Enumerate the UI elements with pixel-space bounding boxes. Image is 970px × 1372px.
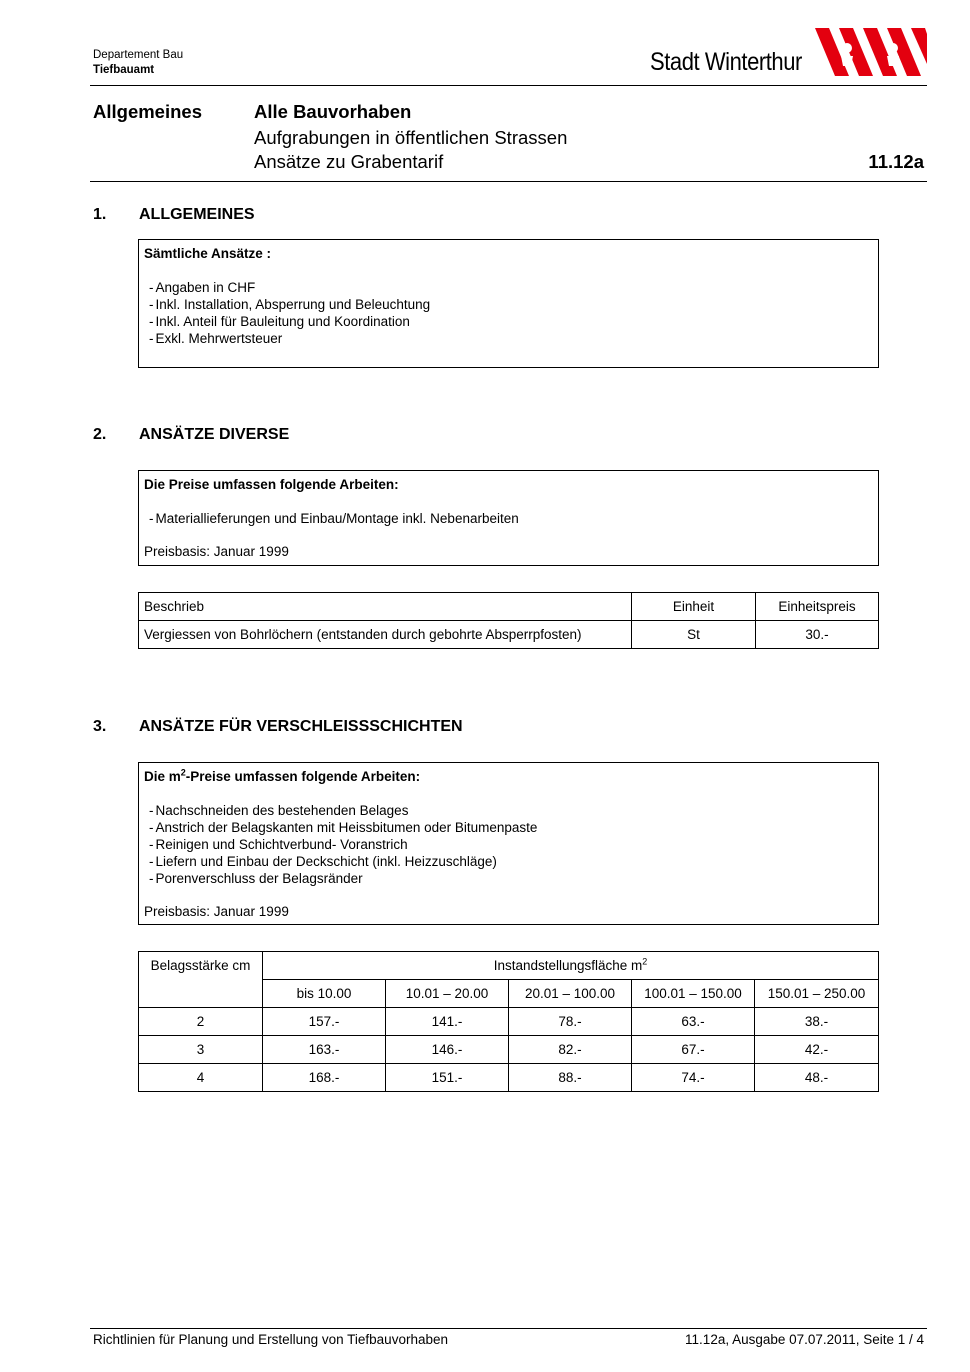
column-header-cell: 10.01 – 20.00 [386, 980, 509, 1008]
table-cell: 163.- [263, 1036, 386, 1064]
table-row [139, 1036, 879, 1064]
section-3-list [144, 802, 873, 887]
winterthur-lion-logo [815, 26, 927, 76]
table-cell: 3 [139, 1036, 263, 1064]
footer-rule [90, 1328, 927, 1329]
section-3-price-basis: Preisbasis: Januar 1999 [144, 904, 289, 919]
table-header-row [139, 593, 879, 621]
table-cell: 78.- [509, 1008, 632, 1036]
column-header-cell: 20.01 – 100.00 [509, 980, 632, 1008]
section-2-box [138, 470, 879, 566]
section-2-list [144, 510, 873, 527]
office-name: Tiefbauamt [93, 64, 155, 76]
table-row [139, 1008, 879, 1036]
list-item: - Liefern und Einbau der Deckschicht (inkl. Heizzuschläge) [144, 853, 873, 870]
table-cell: 82.- [509, 1036, 632, 1064]
list-item: - Nachschneiden des bestehenden Belages [144, 802, 873, 819]
table-cell: 88.- [509, 1064, 632, 1092]
title-rule [90, 181, 927, 182]
header-rule [90, 85, 927, 86]
row-header-cell: Belagsstärke cm [139, 952, 263, 980]
list-item: - Reinigen und Schichtverbund- Voranstrich [144, 836, 873, 853]
column-header-cell: 100.01 – 150.00 [632, 980, 755, 1008]
footer-left-text: Richtlinien für Planung und Erstellung von Tiefbauvorhaben [93, 1332, 448, 1347]
section-3-number: 3. [93, 718, 107, 735]
header-cell: Beschrieb [139, 593, 632, 621]
section-2-number: 2. [93, 426, 107, 443]
table-cell: 74.- [632, 1064, 755, 1092]
list-item: - Angaben in CHF [144, 279, 873, 296]
section-1-title: ALLGEMEINES [139, 206, 255, 223]
brand-name: Stadt Winterthur [650, 48, 802, 76]
doc-subtitle-2: Ansätze zu Grabentarif [254, 151, 444, 172]
section-1-number: 1. [93, 206, 107, 223]
column-header-cell: bis 10.00 [263, 980, 386, 1008]
list-item: - Porenverschluss der Belagsränder [144, 870, 873, 887]
section-1-box [138, 239, 879, 368]
table-cell: 151.- [386, 1064, 509, 1092]
table-cell: 67.- [632, 1036, 755, 1064]
table-cell: 42.- [755, 1036, 879, 1064]
doc-subtitle-1: Aufgrabungen in öffentlichen Strassen [254, 127, 568, 148]
section-2-title: ANSÄTZE DIVERSE [139, 426, 290, 443]
table-cell: 2 [139, 1008, 263, 1036]
table-cell: St [632, 621, 756, 649]
section-3-table [138, 951, 879, 1092]
table-header-row [139, 952, 879, 980]
table-subheader-row [139, 980, 879, 1008]
table-cell: 4 [139, 1064, 263, 1092]
group-header-cell: Instandstellungsfläche $m^2$ [263, 952, 879, 980]
doc-category: Allgemeines [93, 101, 202, 122]
department-block [93, 48, 183, 78]
section-1-list [144, 279, 873, 347]
table-cell: 146.- [386, 1036, 509, 1064]
list-item: - Exkl. Mehrwertsteuer [144, 330, 873, 347]
row-header-cell-empty [139, 980, 263, 1008]
doc-title: Alle Bauvorhaben [254, 101, 412, 122]
department-name: Departement Bau [93, 49, 184, 61]
table-cell: 63.- [632, 1008, 755, 1036]
table-row [139, 1064, 879, 1092]
list-item: - Materiallieferungen und Einbau/Montage inkl. Nebenarbeiten [144, 510, 873, 527]
section-3-box [138, 762, 879, 925]
table-cell: 141.- [386, 1008, 509, 1036]
column-header-cell: 150.01 – 250.00 [755, 980, 879, 1008]
header-cell: Einheitspreis [756, 593, 879, 621]
header-cell: Einheit [632, 593, 756, 621]
footer-page-info: 11.12a, Ausgabe 07.07.2011, Seite 1 / 4 [685, 1332, 924, 1347]
table-cell: 168.- [263, 1064, 386, 1092]
table-cell: 30.- [756, 621, 879, 649]
table-cell: 48.- [755, 1064, 879, 1092]
section-2-price-basis: Preisbasis: Januar 1999 [144, 544, 289, 559]
doc-number: 11.12a [868, 151, 924, 172]
section-2-box-heading: Die Preise umfassen folgende Arbeiten: [144, 477, 399, 492]
section-3-box-heading: Die $m^2$-Preise umfassen folgende Arbeiten: [144, 767, 421, 784]
section-3-title: ANSÄTZE FÜR VERSCHLEISSSCHICHTEN [139, 718, 463, 735]
section-1-box-heading: Sämtliche Ansätze : [144, 246, 272, 261]
list-item: - Inkl. Anteil für Bauleitung und Koordination [144, 313, 873, 330]
table-cell: 157.- [263, 1008, 386, 1036]
list-item: - Inkl. Installation, Absperrung und Beleuchtung [144, 296, 873, 313]
table-cell: 38.- [755, 1008, 879, 1036]
table-cell: Vergiessen von Bohrlöchern (entstanden durch gebohrte Absperrpfosten) [139, 621, 632, 649]
table-row [139, 621, 879, 649]
list-item: - Anstrich der Belagskanten mit Heissbitumen oder Bitumenpaste [144, 819, 873, 836]
section-2-table [138, 592, 879, 649]
